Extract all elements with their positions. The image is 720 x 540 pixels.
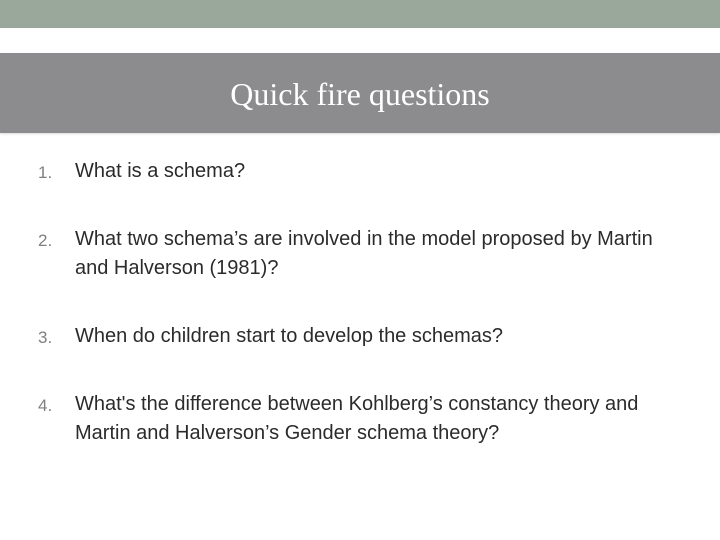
question-text: What two schema’s are involved in the model proposed by Martin and Halverson (1981)? xyxy=(75,228,653,279)
question-text: What's the difference between Kohlberg’s constancy theory and Martin and Halverson’s Gender schema theory? xyxy=(75,393,639,444)
question-number: 2. xyxy=(38,231,53,250)
list-item xyxy=(38,322,688,351)
question-list xyxy=(38,157,688,448)
top-accent-band xyxy=(0,0,720,28)
question-number: 1. xyxy=(38,163,53,182)
question-text: What is a schema? xyxy=(75,160,246,182)
list-item xyxy=(38,157,688,186)
slide-title: Quick fire questions xyxy=(230,76,490,112)
list-item xyxy=(38,390,688,448)
question-number: 3. xyxy=(38,328,53,347)
question-number: 4. xyxy=(38,396,53,415)
list-item xyxy=(38,225,688,283)
question-text: When do children start to develop the schemas? xyxy=(75,325,504,347)
